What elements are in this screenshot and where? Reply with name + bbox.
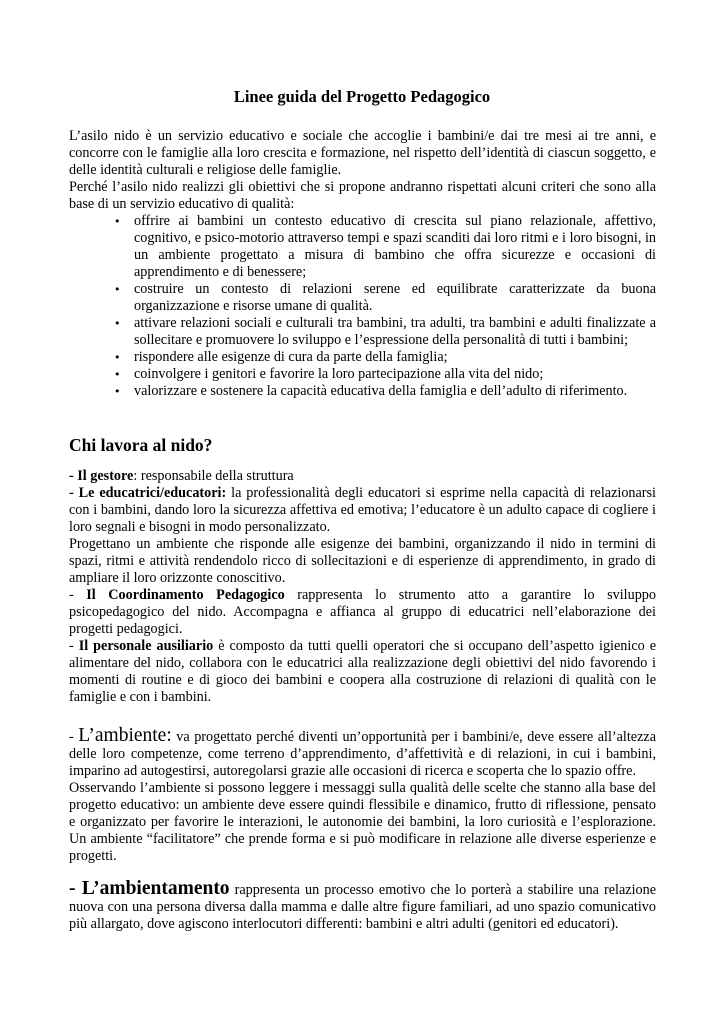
ausiliario-dash: - (69, 638, 79, 654)
criteria-paragraph: Perché l’asilo nido realizzi gli obiettivi che si propone andranno rispettati alcuni criteri che sono alla base di un servizio educativo di qualità: (69, 179, 656, 212)
intro-section (69, 128, 656, 400)
ambientamento-dash: - (69, 878, 82, 899)
bullet-icon: • (114, 317, 121, 330)
ambientamento-section (69, 880, 656, 933)
intro-paragraph: L’asilo nido è un servizio educativo e sociale che accoglie i bambini/e dai tre mesi ai tre anni, e concorre con le famiglie alla loro crescita e formazione, nel rispetto dell’identità di ciascun soggetto, e delle identità culturali e religiose delle famiglie. (69, 128, 656, 178)
list-item (69, 383, 656, 400)
gestore-text: : responsabile della struttura (133, 468, 294, 484)
ambiente-section (69, 727, 656, 865)
list-item (69, 213, 656, 281)
ambiente-text: va progettato perché diventi un’opportunità per i bambini/e, deve essere all’altezza delle loro competenze, come terreno d’apprendimento, d’affettività e di relazioni, in cui i bambini, imparino ad autogestirsi, autoregolarsi grazie alle occasioni di ricerca e scoperta che lo spazio offre. (69, 729, 656, 779)
progettano-paragraph: Progettano un ambiente che risponde alle esigenze dei bambini, organizzando il nido in termini di spazi, ritmi e attività rendendolo ricco di sollecitazioni e di esperienze di apprendimento, in grado di ampliare il loro orizzonte conoscitivo. (69, 536, 656, 586)
ambiente-dash: - (69, 729, 79, 745)
coordinamento-paragraph (69, 587, 656, 638)
list-item-text: offrire ai bambini un contesto educativo di crescita sul piano relazionale, affettivo, cognitivo, e psico-motorio attraverso tempi e spazi scanditi dai loro ritmi e i loro bisogni, in un ambiente progettato a misura di bambino che offra sicurezze e occasioni di apprendimento e di benessere; (134, 213, 656, 280)
coordinamento-dash: - (69, 587, 87, 603)
list-item-text: attivare relazioni sociali e culturali tra bambini, tra adulti, tra bambini e adulti finalizzate a sollecitare e promuovere lo sviluppo e l’espressione della personalità di tutti i bambini; (134, 315, 656, 348)
list-item (69, 315, 656, 349)
ambientamento-text: rappresenta un processo emotivo che lo porterà a stabilire una relazione nuova con una persona diversa dalla mamma e dalle altre figure familiari, ad uno spazio comunicativo più allargato, dove agiscono interlocutori differenti: bambini e altri adulti (genitori ed educatori). (69, 882, 656, 932)
ausiliario-text: è composto da tutti quelli operatori che si occupano dell’aspetto igienico e alimentare del nido, collabora con le educatrici alla realizzazione degli obiettivi del nido favorendo i momenti di routine e di gioco dei bambini e coopera alla costruzione di relazioni di qualità con le famiglie e con i bambini. (69, 638, 656, 705)
ambientamento-label: L’ambientamento (81, 878, 230, 899)
list-item (69, 366, 656, 383)
ausiliario-paragraph (69, 638, 656, 706)
list-item-text: rispondere alle esigenze di cura da parte della famiglia; (134, 349, 448, 365)
list-item (69, 349, 656, 366)
list-item-text: costruire un contesto di relazioni serene ed equilibrate caratterizzate da buona organizzazione e risorse umane di qualità. (134, 281, 656, 314)
list-item-text: coinvolgere i genitori e favorire la loro partecipazione alla vita del nido; (134, 366, 544, 382)
staff-section (69, 468, 656, 706)
section-heading-who: Chi lavora al nido? (69, 435, 213, 455)
ambiente-paragraph (69, 727, 656, 780)
coordinamento-text: rappresenta lo strumento atto a garantire lo sviluppo psicopedagogico del nido. Accompagna e affianca al gruppo di educatrici nell’elaborazione dei progetti pedagogici. (69, 587, 656, 637)
ausiliario-label: Il personale ausiliario (78, 638, 214, 654)
educatrici-text: la professionalità degli educatori si esprime nella capacità di relazionarsi con i bambini, dando loro la sicurezza affettiva ed emotiva; l’educatore è un adulto capace di cogliere i loro segnali e bisogni in modo personalizzato. (69, 485, 656, 535)
criteria-list (69, 213, 656, 400)
page-title: Linee guida del Progetto Pedagogico (233, 87, 491, 106)
ambientamento-paragraph (69, 880, 656, 933)
coordinamento-label: Il Coordinamento Pedagogico (86, 587, 285, 603)
gestore-label: - Il gestore (69, 468, 134, 484)
educatrici-label: - Le educatrici/educatori: (69, 485, 227, 501)
bullet-icon: • (114, 283, 121, 296)
bullet-icon: • (114, 385, 121, 398)
list-item (69, 281, 656, 315)
list-item-text: valorizzare e sostenere la capacità educativa della famiglia e dell’adulto di riferimento. (134, 383, 628, 399)
ambiente-paragraph-2: Osservando l’ambiente si possono leggere i messaggi sulla qualità delle scelte che stanno alla base del progetto educativo: un ambiente deve essere quindi flessibile e dinamico, frutto di riflessione, pensato e organizzato per favorire le interazioni, le autonomie dei bambini, la loro curiosità e l’esplorazione. Un ambiente “facilitatore” che prende forma e si può modificare in relazione alle diverse esperienze e progetti. (69, 780, 656, 864)
educatrici-paragraph (69, 485, 656, 536)
bullet-icon: • (114, 368, 121, 381)
ambiente-label: L’ambiente: (78, 725, 172, 746)
gestore-paragraph (69, 468, 656, 485)
bullet-icon: • (114, 215, 121, 228)
bullet-icon: • (114, 351, 121, 364)
